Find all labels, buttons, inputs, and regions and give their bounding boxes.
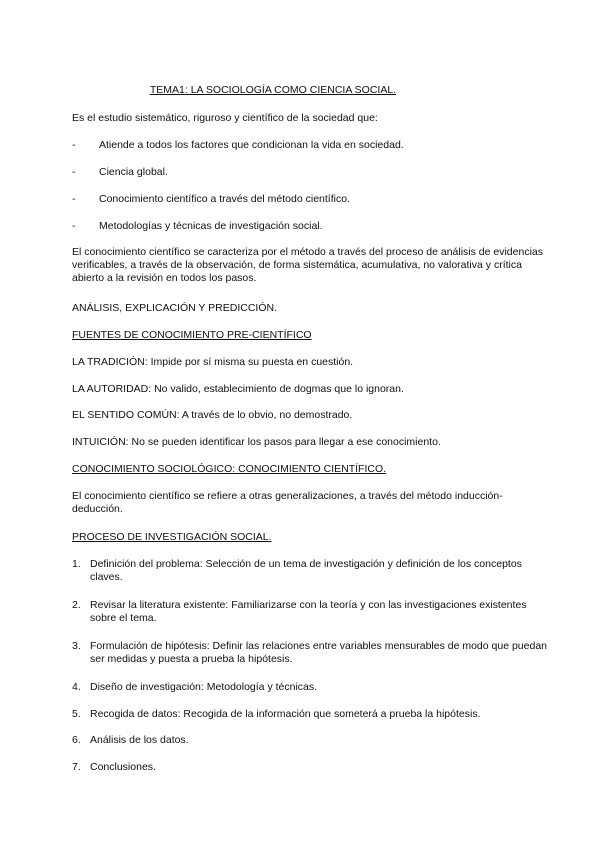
sources-heading: FUENTES DE CONOCIMIENTO PRE-CIENTÍFICO: [72, 329, 312, 341]
analysis-line: ANÁLISIS, EXPLICACIÓN Y PREDICCIÓN.: [72, 302, 278, 314]
step-number: 5.: [72, 708, 81, 720]
step-text: Análisis de los datos.: [90, 734, 189, 746]
bullet-marker: -: [72, 193, 76, 205]
step-number: 6.: [72, 734, 81, 746]
step-text: Formulación de hipótesis: Definir las relaciones entre variables mensurables de modo que puedan ser medidas y puesta a prueba la hipótesis.: [90, 640, 548, 665]
bullet-marker: -: [72, 166, 76, 178]
step-text: Definición del problema: Selección de un tema de investigación y definición de los conceptos claves.: [90, 558, 522, 583]
step-text: Recogida de datos: Recogida de la información que someterá a prueba la hipótesis.: [90, 708, 481, 720]
bullet-marker: -: [72, 139, 76, 151]
socio-paragraph: El conocimiento científico se refiere a otras generalizaciones, a través del método inducción-deducción.: [72, 490, 503, 515]
intro-text: Es el estudio sistemático, riguroso y científico de la sociedad que:: [72, 112, 378, 124]
source-item: EL SENTIDO COMÚN: A través de lo obvio, no demostrado.: [72, 409, 353, 421]
step-text: Diseño de investigación: Metodología y técnicas.: [90, 681, 318, 693]
page-title: TEMA1: LA SOCIOLOGÍA COMO CIENCIA SOCIAL.: [149, 84, 397, 96]
list-item: Metodologías y técnicas de investigación social.: [99, 220, 323, 232]
bullet-marker: -: [72, 220, 76, 232]
step-number: 3.: [72, 640, 81, 652]
step-number: 4.: [72, 681, 81, 693]
source-item: LA TRADICIÓN: Impide por sí misma su puesta en cuestión.: [72, 356, 354, 368]
list-item: Atiende a todos los factores que condicionan la vida en sociedad.: [99, 139, 404, 151]
step-number: 7.: [72, 761, 81, 773]
source-item: INTUICIÓN: No se pueden identificar los pasos para llegar a ese conocimiento.: [72, 436, 441, 448]
source-item: LA AUTORIDAD: No valido, establecimiento de dogmas que lo ignoran.: [72, 383, 404, 395]
step-number: 1.: [72, 558, 81, 570]
list-item: Ciencia global.: [99, 166, 168, 178]
step-number: 2.: [72, 599, 81, 611]
socio-heading: CONOCIMIENTO SOCIOLÓGICO: CONOCIMIENTO CIENTÍFICO.: [72, 463, 387, 475]
process-heading: PROCESO DE INVESTIGACIÓN SOCIAL.: [72, 531, 272, 543]
method-paragraph: El conocimiento científico se caracteriza por el método a través del proceso de análisis de evidencias verificables, a través de la observación, de forma sistemática, acumulativa, no valorativa y crítica abierto a la revisión en todos los pasos.: [72, 246, 543, 284]
step-text: Revisar la literatura existente: Familiarizarse con la teoría y con las investigaciones existentes sobre el tema.: [90, 599, 527, 624]
step-text: Conclusiones.: [90, 761, 156, 773]
list-item: Conocimiento científico a través del método científico.: [99, 193, 350, 205]
